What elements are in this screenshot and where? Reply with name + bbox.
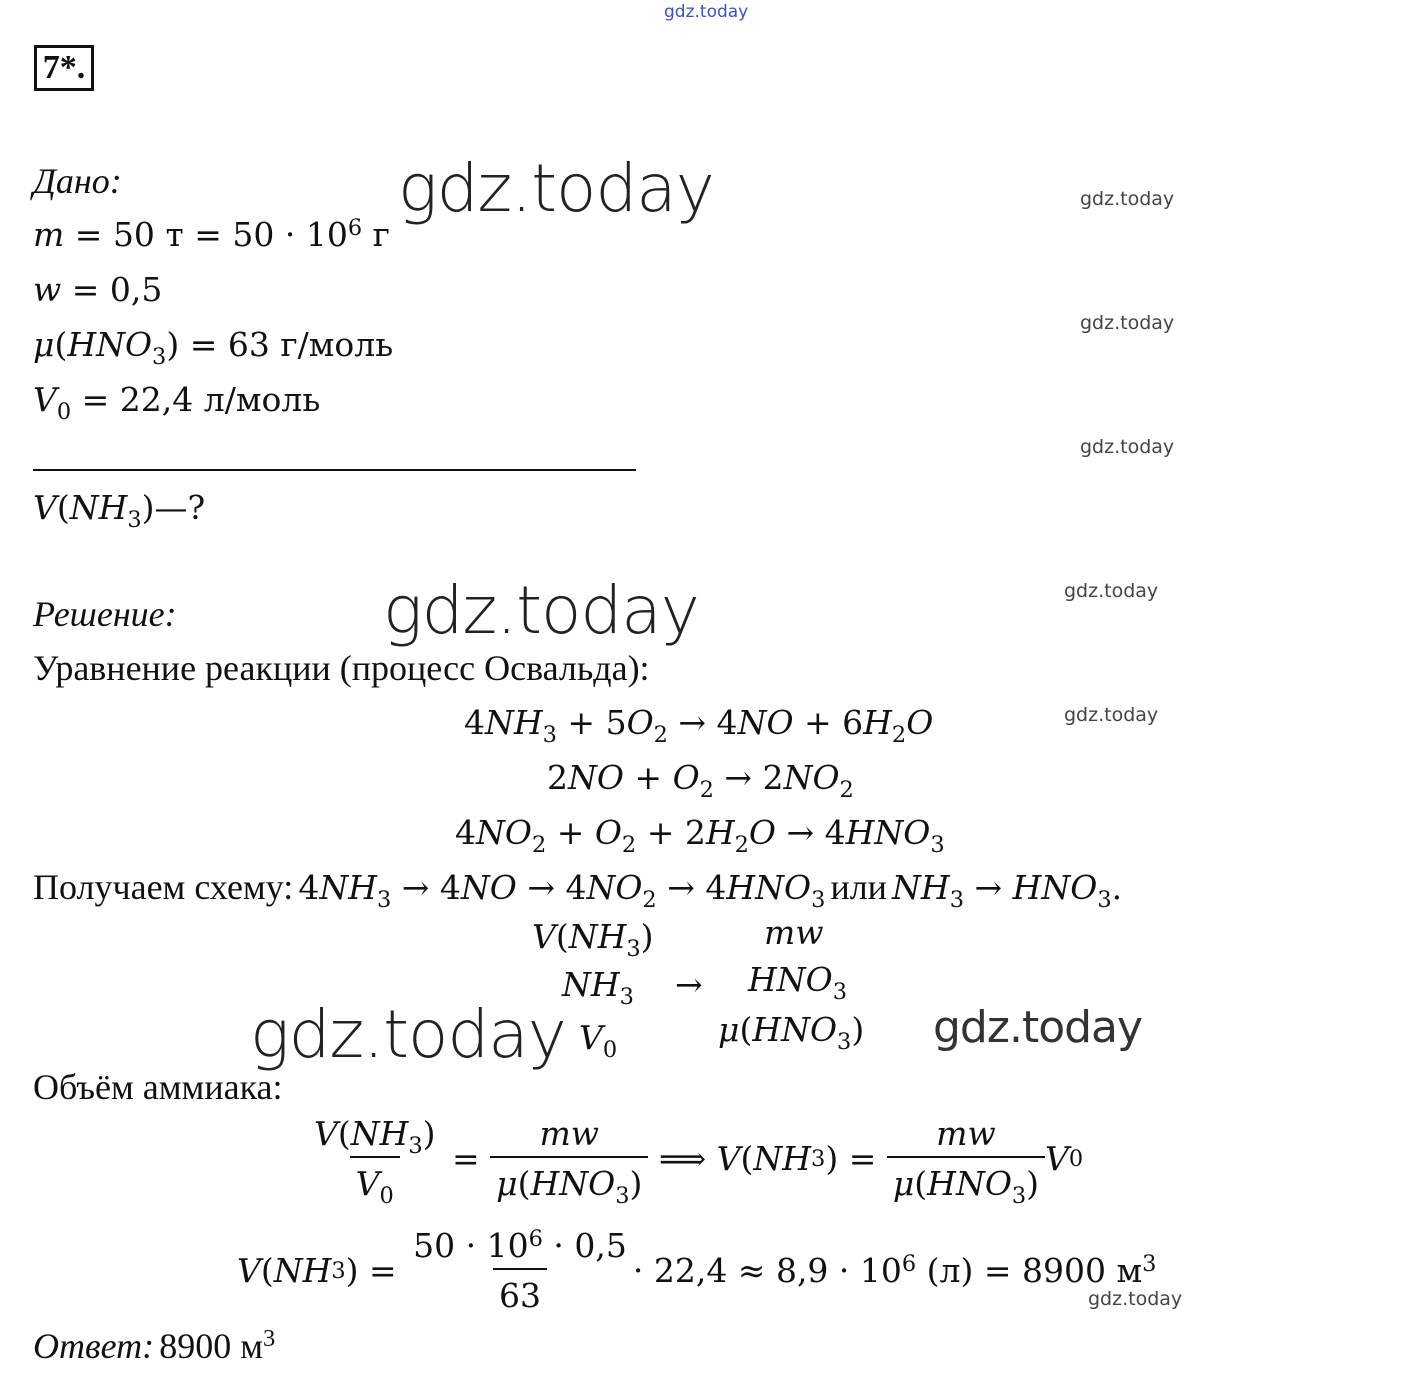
answer-value: 8900 $м^3$ [159, 1324, 276, 1366]
find-quantity: $V(NH_3)—$? [33, 488, 206, 533]
watermark-large-1: gdz.today [398, 150, 714, 227]
problem-number: 7*. [42, 49, 86, 86]
fraction-mw-over-mu: $\frac{mw}{\mu(HNO_3)}$ [490, 1114, 648, 1204]
scheme-v-nh3: $V(NH_3)$ [532, 917, 654, 962]
watermark-small-3: gdz.today [1080, 436, 1175, 458]
watermark-large-2: gdz.today [383, 572, 699, 649]
scheme-nh3: $NH_3$ [562, 965, 634, 1010]
scheme-line: Получаем схему: $4NH_3 \to 4NO \to 4NO_2 \to 4HNO_3$ или $NH_3 \to HNO_3$. [33, 867, 1123, 913]
watermark-small-2: gdz.today [1080, 312, 1175, 334]
reaction-1: $4NH_3 + 5O_2 \to 4NO + 6H_2O$ [464, 703, 934, 748]
given-divider [33, 469, 636, 471]
volume-intro: Объём аммиака: [33, 1067, 283, 1107]
watermark-large-3: gdz.today [250, 996, 566, 1073]
solution-label: Решение: [33, 594, 177, 634]
watermark-top: gdz.today [664, 2, 749, 22]
given-label: Дано: [33, 161, 122, 201]
answer-label: Ответ: [33, 1326, 155, 1366]
watermark-small-5: gdz.today [1064, 704, 1159, 726]
scheme-mw: mw [764, 913, 824, 952]
given-molar-mass: $\mu(HNO_3) = 63$ г/моль [33, 325, 394, 370]
watermark-small-4: gdz.today [1064, 580, 1159, 602]
answer-line [33, 1325, 275, 1367]
formula-derivation: $\frac{V(NH_3)}{V_0}$ = $\frac{mw}{\mu(HNO_3)}$ ⟹ V ( NH 3 ) = $\frac{mw}{\mu(HNO_3)}$ V 0 [308, 1114, 1083, 1204]
scheme-arrow: → [675, 965, 703, 1004]
scheme-v0: $V_0$ [579, 1018, 618, 1063]
numerical-result: V ( NH 3 ) = $\frac{50 \cdot 10^6 \cdot 0,5}{63}$ · $22,4 \approx 8,9 \cdot 10^6$ (л) = 8900 $м^3$ [237, 1225, 1157, 1315]
fraction-mw-over-mu-2: $\frac{mw}{\mu(HNO_3)}$ [887, 1114, 1045, 1204]
scheme-mu: $\mu(HNO_3)$ [718, 1010, 865, 1055]
given-molar-volume: $V_0 = 22,4$ л/моль [33, 380, 321, 425]
given-fraction: w = 0,5 [33, 270, 163, 309]
reaction-intro: Уравнение реакции (процесс Освальда): [33, 648, 650, 688]
given-mass: m = 50 $т = 50 \cdot 10^6$ г [33, 214, 390, 254]
scheme-hno3: $HNO_3$ [748, 960, 847, 1005]
watermark-medium: gdz.today [933, 1002, 1143, 1053]
result-fraction: $\frac{50 \cdot 10^6 \cdot 0,5}{63}$ [413, 1225, 627, 1315]
watermark-small-1: gdz.today [1080, 188, 1175, 210]
fraction-v-over-v0: $\frac{V(NH_3)}{V_0}$ [314, 1114, 436, 1209]
reaction-3: $4NO_2 + O_2 + 2H_2O \to 4HNO_3$ [455, 813, 945, 858]
problem-number-box [34, 45, 94, 91]
watermark-small-6: gdz.today [1088, 1288, 1183, 1310]
reaction-2: $2NO + O_2 \to 2NO_2$ [547, 758, 854, 803]
